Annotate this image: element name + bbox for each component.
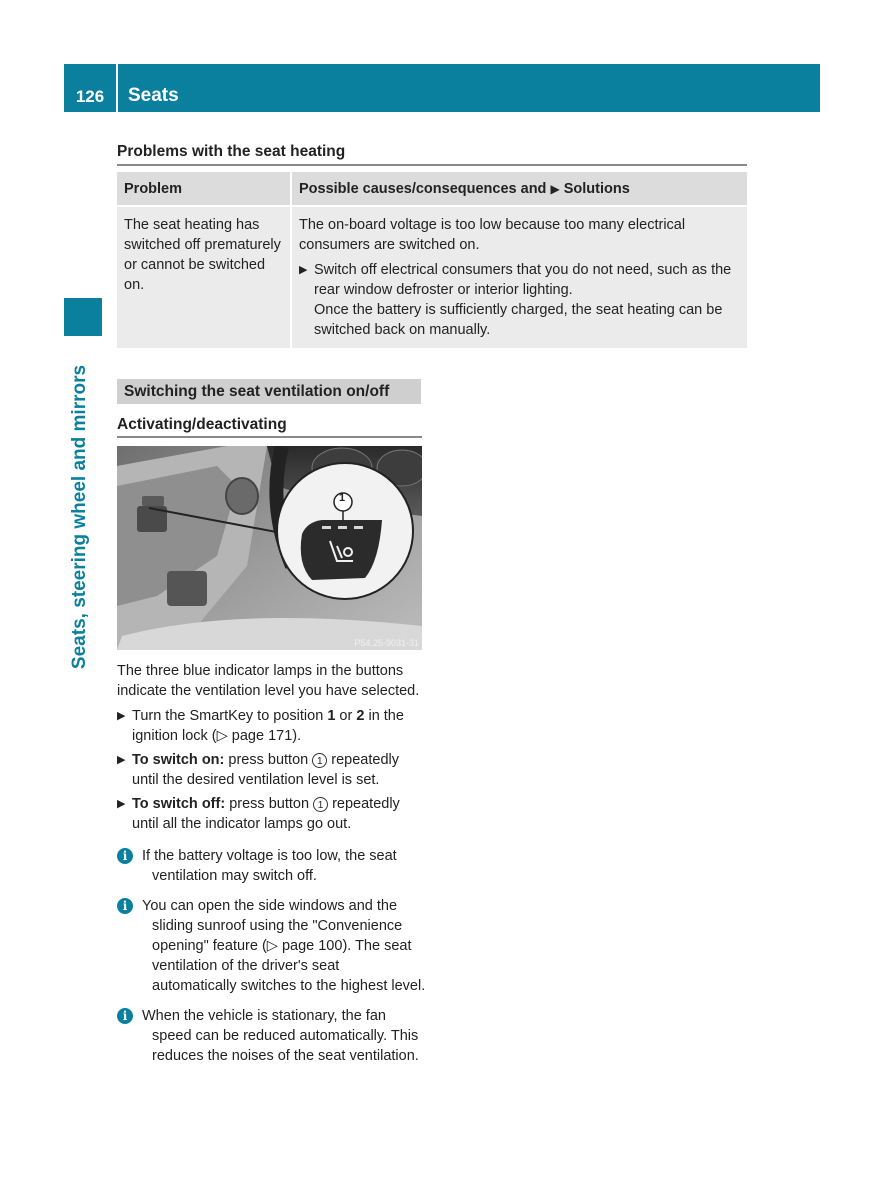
door-panel-photo xyxy=(117,446,422,650)
step3-text-b: repeatedly until all the indicator lamps go out. xyxy=(132,796,400,832)
solution-step xyxy=(299,260,740,340)
info-icon: i xyxy=(117,848,133,864)
info-icon: i xyxy=(117,1008,133,1024)
button-1-ref: 1 xyxy=(313,797,328,812)
ventilation-section-title: Switching the seat ventilation on/off xyxy=(117,379,421,404)
table-row xyxy=(117,207,747,348)
chapter-title: Seats xyxy=(128,85,179,106)
intro-paragraph: The three blue indicator lamps in the buttons indicate the ventilation level you have selected. xyxy=(117,663,420,699)
ventilation-body xyxy=(117,661,427,1066)
problem-cell: The seat heating has switched off prematurely or cannot be switched on. xyxy=(117,207,292,348)
side-chapter-label-text: Seats, steering wheel and mirrors xyxy=(69,364,90,670)
step1-text-b: in the ignition lock (▷ page 171). xyxy=(132,708,404,744)
table-header-row xyxy=(117,172,747,207)
activating-heading: Activating/deactivating xyxy=(117,416,422,438)
note-text: You can open the side windows and the sliding sunroof using the "Convenience opening" feature (▷ page 100). The seat ventilation of the driver's seat automatically switches to the highest level. xyxy=(142,898,426,994)
side-tab-marker xyxy=(64,298,102,336)
step1-pos2: 2 xyxy=(356,708,365,724)
note-text: When the vehicle is stationary, the fan speed can be reduced automatically. This reduces the noises of the seat ventilation. xyxy=(142,1008,419,1064)
photo-callout-number: 1 xyxy=(339,492,346,504)
triangle-right-icon: ▶ xyxy=(299,264,308,276)
triangle-right-icon: ▶ xyxy=(117,710,126,722)
step2-label: To switch on: xyxy=(132,752,225,768)
door-panel-illustration xyxy=(117,446,422,650)
solution-text-1: Switch off electrical consumers that you do not need, such as the rear window defroster or interior lighting. xyxy=(314,262,732,298)
step1-pos1: 1 xyxy=(327,708,336,724)
page-header xyxy=(64,64,820,112)
col-header-causes xyxy=(292,172,747,207)
list-item xyxy=(117,706,427,746)
causes-cell xyxy=(292,207,747,348)
page-number: 126 xyxy=(75,87,105,106)
info-note xyxy=(117,846,427,886)
solution-text-2: Once the battery is sufficiently charged, the seat heating can be switched back on manually. xyxy=(314,302,723,338)
info-icon: i xyxy=(117,898,133,914)
info-note xyxy=(117,1006,427,1066)
problems-heading: Problems with the seat heating xyxy=(117,143,747,166)
triangle-right-icon: ▶ xyxy=(550,182,560,196)
col-header-causes-prefix: Possible causes/consequences and xyxy=(299,181,547,197)
note-text: If the battery voltage is too low, the seat ventilation may switch off. xyxy=(142,848,397,884)
step3-label: To switch off: xyxy=(132,796,226,812)
button-1-ref: 1 xyxy=(312,753,327,768)
list-item xyxy=(117,794,427,834)
problems-table xyxy=(117,172,747,348)
col-header-causes-suffix: Solutions xyxy=(563,181,630,197)
triangle-right-icon: ▶ xyxy=(117,798,126,810)
step2-text-b: repeatedly until the desired ventilation level is set. xyxy=(132,752,399,788)
triangle-right-icon: ▶ xyxy=(117,754,126,766)
step1-or: or xyxy=(339,708,353,724)
step3-text-a: press button xyxy=(229,796,310,812)
col-header-problem: Problem xyxy=(117,172,292,207)
step1-text-a: Turn the SmartKey to position xyxy=(132,708,324,724)
header-divider xyxy=(116,64,118,112)
step2-text-a: press button xyxy=(228,752,309,768)
photo-code: P54.25-9031-31 xyxy=(354,638,419,648)
cause-text: The on-board voltage is too low because too many electrical consumers are switched on. xyxy=(299,217,686,253)
list-item xyxy=(117,750,427,790)
info-note xyxy=(117,896,427,996)
